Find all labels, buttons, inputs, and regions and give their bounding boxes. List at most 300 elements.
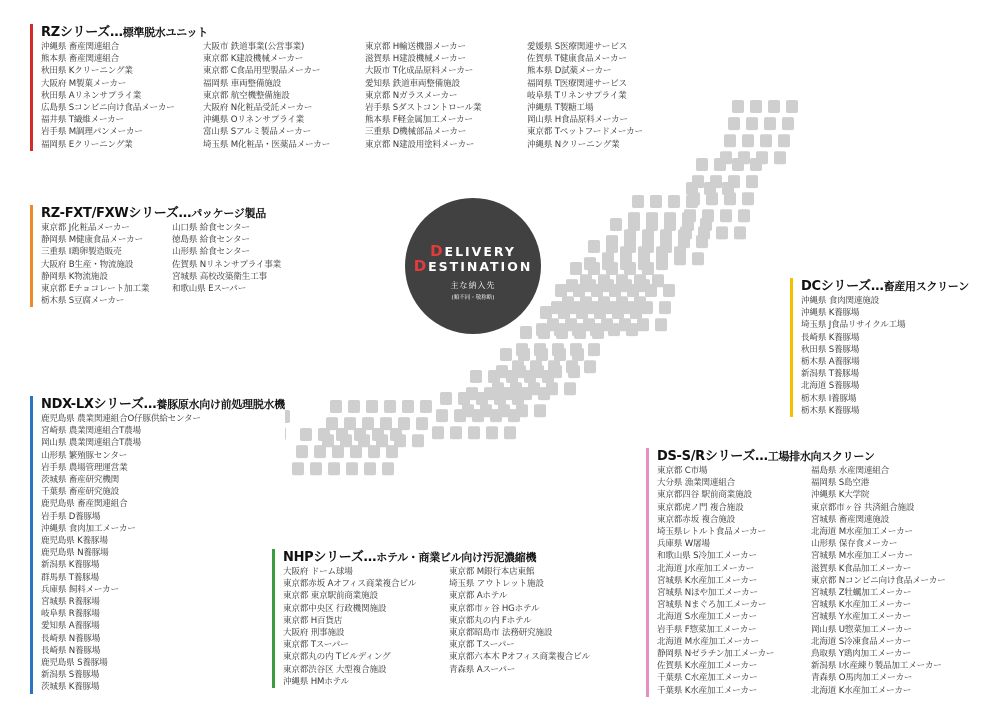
destination-item: 佐賀県 Nリネンサプライ事業 <box>172 259 282 270</box>
destination-item: 東京都 Tスーパー <box>283 640 349 651</box>
destination-item: 東京都 C食品用型製品メーカー <box>203 66 321 77</box>
destination-item: 和歌山県 Eスーパー <box>172 284 247 295</box>
destination-item: 新潟県 K養豚場 <box>41 560 100 571</box>
map-dot <box>386 445 398 458</box>
group-title: NDX-LXシリーズ…養豚原水向け前処理脱水機 <box>41 397 285 412</box>
destination-item: 秋田県 S養豚場 <box>801 344 860 355</box>
map-dot <box>420 400 432 413</box>
destination-item: 群馬県 T養豚場 <box>41 572 99 583</box>
destination-item: 北海道 S水産加工メーカー <box>657 612 757 623</box>
map-dot <box>574 326 586 339</box>
map-dot <box>536 348 548 361</box>
map-dot <box>778 134 790 147</box>
destination-item: 愛知県 鉄道車両整備施設 <box>365 78 460 89</box>
map-dot <box>732 158 744 171</box>
map-dot <box>524 370 536 383</box>
map-dot <box>627 284 639 297</box>
group-column <box>172 222 303 307</box>
destination-item: 栃木県 I養豚場 <box>801 393 857 404</box>
destination-item: 静岡県 M健康食品メーカー <box>41 235 143 246</box>
group-columns <box>657 465 965 697</box>
map-dot <box>686 195 698 208</box>
destination-item: 大阪府 刑事施設 <box>283 628 345 639</box>
destination-item: 東京都丸の内 Fホテル <box>449 615 532 626</box>
map-dot <box>660 240 672 253</box>
destination-item: 大阪府 B生産・物流施設 <box>41 259 134 270</box>
map-dot <box>436 409 448 422</box>
map-dot <box>782 117 794 130</box>
group-column <box>365 41 527 151</box>
group-nhp-series <box>272 549 615 688</box>
destination-item: 秋田県 Kクリーニング業 <box>41 66 133 77</box>
destination-item: 東京都市ヶ谷 HGホテル <box>449 603 540 614</box>
map-dot <box>742 192 754 205</box>
map-dot <box>724 134 736 147</box>
map-dot <box>641 301 653 314</box>
map-dot <box>450 426 462 439</box>
map-dot <box>440 392 452 405</box>
destination-item: 茨城県 畜産研究機関 <box>41 475 120 486</box>
group-title: DCシリーズ…畜産用スクリーン <box>801 279 969 294</box>
map-dot <box>610 218 622 231</box>
map-dot <box>368 445 380 458</box>
destination-item: 岩手県 農場管理運営業 <box>41 462 128 473</box>
destination-item: 福井県 T繊維メーカー <box>41 115 124 126</box>
map-dot <box>732 100 744 113</box>
destination-item: 大阪市 T化成品原料メーカー <box>365 66 474 77</box>
map-dot <box>637 318 649 331</box>
destination-item: 岐阜県 Tリネンサプライ業 <box>527 90 627 101</box>
group-column <box>41 413 201 694</box>
destination-item: 埼玉県 アウトレット施設 <box>449 579 544 590</box>
badge-line-delivery: DELIVERY <box>430 242 516 260</box>
destination-item: 佐賀県 K水産加工メーカー <box>657 661 758 672</box>
map-dot <box>573 284 585 297</box>
map-dot <box>558 306 570 319</box>
destination-item: 東京都 J化粧品メーカー <box>41 223 130 233</box>
group-ds-s-r-series <box>646 448 965 697</box>
destination-item: 東京都 K建設機械メーカー <box>203 54 304 65</box>
destination-item: 栃木県 S豆腐メーカー <box>41 296 125 307</box>
map-dot <box>624 262 636 275</box>
map-dot <box>645 284 657 297</box>
map-dot <box>606 262 618 275</box>
map-dot <box>642 262 654 275</box>
destination-item: 愛媛県 S医療関連サービス <box>527 42 628 52</box>
map-dot <box>538 326 550 339</box>
destination-item: 岡山県 農業関連組合T農場 <box>41 438 141 449</box>
destination-item: 青森県 Aスーパー <box>449 664 516 675</box>
destination-item: 鹿児島県 農業関連組合O仔豚供給センター <box>41 414 201 424</box>
destination-item: 東京都丸の内 Tビルディング <box>283 652 391 663</box>
destination-item: 岩手県 M調理パンメーカー <box>41 127 143 138</box>
map-dot <box>504 426 516 439</box>
map-dot <box>300 428 312 441</box>
badge-subtitle: 主な納入先 <box>450 281 496 290</box>
map-dot <box>656 257 668 270</box>
destination-item: 宮城県 高校改築衛生工事 <box>172 271 267 282</box>
map-dot <box>310 462 322 475</box>
destination-item: 北海道 S冷凍食品メーカー <box>811 636 911 647</box>
destination-item: 佐賀県 T健康食品メーカー <box>527 54 627 65</box>
map-dot <box>704 182 716 195</box>
destination-item: 新潟県 T養豚場 <box>801 369 859 380</box>
destination-item: 新潟県 S養豚場 <box>41 670 100 681</box>
map-dot <box>520 326 532 339</box>
destination-item: 北海道 J水産加工メーカー <box>657 563 755 574</box>
destination-item: 鳥取県 Y鶏肉加工メーカー <box>811 649 911 660</box>
destination-item: 山形県 給食センター <box>172 247 250 258</box>
destination-item: 宮城県 Nまぐろ加工メーカー <box>657 600 767 611</box>
destination-item: 沖縄県 K大学院 <box>811 490 870 501</box>
destination-item: 富山県 Sアルミ製品メーカー <box>203 127 311 138</box>
destination-item: 福岡県 Eクリーニング業 <box>41 139 133 150</box>
map-dot <box>594 306 606 319</box>
destination-item: 東京都 H百貨店 <box>283 615 343 626</box>
destination-item: 東京都 Tペットフードメーカー <box>527 127 643 138</box>
map-dot <box>354 428 366 441</box>
map-dot <box>412 434 424 447</box>
destination-item: 沖縄県 K養豚場 <box>801 308 860 319</box>
group-title: RZシリーズ…標準脱水ユニット <box>41 25 208 40</box>
group-ndx-lx-series <box>30 396 285 694</box>
map-dot <box>314 445 326 458</box>
group-columns <box>41 41 689 151</box>
destination-item: 岡山県 H食品原料メーカー <box>527 115 628 126</box>
map-dot <box>556 326 568 339</box>
destination-item: 滋賀県 K食品加工メーカー <box>811 563 912 574</box>
destination-item: 熊本県 D試薬メーカー <box>527 66 612 77</box>
destination-item: 福岡県 車両整備施設 <box>203 78 282 89</box>
map-dot <box>336 428 348 441</box>
destination-item: 福岡県 S島空港 <box>811 478 870 489</box>
group-column <box>41 41 203 151</box>
map-dot <box>750 158 762 171</box>
map-dot <box>774 151 786 164</box>
map-dot <box>650 195 662 208</box>
destination-item: 大分県 漁業関連組合 <box>657 478 736 489</box>
map-dot <box>630 306 642 319</box>
destination-item: 大阪府 ドーム球場 <box>283 567 353 577</box>
group-title: RZ-FXT/FXWシリーズ…パッケージ製品 <box>41 206 266 221</box>
destination-item: 東京都 Tスーパー <box>449 640 515 651</box>
map-dot <box>642 240 654 253</box>
destination-item: 北海道 K水産加工メーカー <box>811 685 912 696</box>
map-dot <box>674 252 686 265</box>
destination-item: 茨城県 K養豚場 <box>41 682 100 693</box>
group-column <box>527 41 689 151</box>
destination-item: 東京都 Nコンビニ向け食品メーカー <box>811 575 946 586</box>
map-dot <box>472 409 484 422</box>
destination-item: 熊本県 F軽金属加工メーカー <box>365 115 473 126</box>
map-dot <box>454 409 466 422</box>
map-dot <box>714 158 726 171</box>
destination-item: 宮崎県 農業関連組合T農場 <box>41 426 141 437</box>
destination-item: 鹿児島県 S養豚場 <box>41 658 108 669</box>
destination-item: 沖縄県 食肉関連施設 <box>801 296 880 306</box>
destination-item: 福島県 水産関連組合 <box>811 466 890 476</box>
map-dot <box>364 462 376 475</box>
group-column <box>811 465 965 697</box>
destination-item: 東京都 C市場 <box>657 466 708 476</box>
map-dot <box>506 370 518 383</box>
map-dot <box>564 382 576 395</box>
map-dot <box>346 462 358 475</box>
map-dot <box>468 426 480 439</box>
destination-item: 鹿児島県 N養豚場 <box>41 548 109 559</box>
map-dot <box>416 417 428 430</box>
map-dot <box>488 370 500 383</box>
destination-item: 埼玉県 J食品リサイクル工場 <box>801 320 906 331</box>
destination-item: 千葉県 畜産研究施設 <box>41 487 120 498</box>
destination-item: 岐阜県 R養豚場 <box>41 609 100 620</box>
destination-item: 秋田県 Aリネンサプライ業 <box>41 90 142 101</box>
group-column <box>657 465 811 697</box>
map-dot <box>722 182 734 195</box>
destination-item: 千葉県 K水産加工メーカー <box>657 685 758 696</box>
group-column <box>41 222 172 307</box>
map-dot <box>348 400 360 413</box>
map-dot <box>584 360 596 373</box>
map-dot <box>632 195 644 208</box>
map-dot <box>696 235 708 248</box>
map-dot <box>328 462 340 475</box>
group-title: NHPシリーズ…ホテル・商業ビル向け汚泥濃縮機 <box>283 550 537 565</box>
destination-item: 山口県 給食センター <box>172 223 250 233</box>
destination-item: 沖縄県 Nクリーニング業 <box>527 139 620 150</box>
destination-item: 東京都 Aホテル <box>449 591 508 602</box>
map-dot <box>750 100 762 113</box>
group-columns <box>41 413 285 694</box>
map-dot <box>734 226 746 239</box>
destination-item: 千葉県 C水産加工メーカー <box>657 673 758 684</box>
destination-item: 東京都市ヶ谷 共済組合施設 <box>811 502 915 513</box>
destination-item: 鹿児島県 K養豚場 <box>41 536 108 547</box>
destination-item: 栃木県 K養豚場 <box>801 405 860 416</box>
destination-item: 栃木県 A養豚場 <box>801 357 860 368</box>
destination-item: 東京都虎ノ門 複合施設 <box>657 502 744 513</box>
destination-item: 大阪府 N化粧品受託メーカー <box>203 103 313 114</box>
map-dot <box>470 370 482 383</box>
destination-item: 東京都 Nガラスメーカー <box>365 90 458 101</box>
group-column <box>283 566 449 688</box>
destination-item: 新潟県 I水産練り製品加工メーカー <box>811 661 942 672</box>
map-dot <box>728 117 740 130</box>
map-dot <box>486 426 498 439</box>
destination-item: 東京都渋谷区 大型複合施設 <box>283 664 387 675</box>
destination-item: 東京都 Eチョコレート加工業 <box>41 284 150 295</box>
map-dot <box>508 409 520 422</box>
map-dot <box>606 240 618 253</box>
map-dot <box>692 252 704 265</box>
map-dot <box>768 100 780 113</box>
destination-item: 沖縄県 食肉加工メーカー <box>41 523 136 534</box>
map-dot <box>591 284 603 297</box>
destination-item: 東京都 H輸送機器メーカー <box>365 42 466 52</box>
destination-item: 三重県 I鶏卵製造販売 <box>41 247 122 258</box>
map-dot <box>592 326 604 339</box>
map-dot <box>432 426 444 439</box>
map-dot <box>663 284 675 297</box>
map-dot <box>476 392 488 405</box>
group-columns <box>41 222 303 307</box>
map-dot <box>534 404 546 417</box>
map-dot <box>554 348 566 361</box>
map-dot <box>518 348 530 361</box>
destination-item: 東京都昭島市 法務研究施設 <box>449 628 553 639</box>
destination-item: 静岡県 Nゼラチン加工メーカー <box>657 649 775 660</box>
map-dot <box>588 343 600 356</box>
group-rz-fxt-fxw-series <box>30 205 303 307</box>
map-dot <box>700 218 712 231</box>
map-dot <box>568 365 580 378</box>
destination-item: 沖縄県 HMホテル <box>283 676 349 687</box>
map-dot <box>372 428 384 441</box>
map-dot <box>609 284 621 297</box>
map-dot <box>655 318 667 331</box>
destination-item: 北海道 M水産加工メーカー <box>657 636 759 647</box>
map-dot <box>612 306 624 319</box>
map-dot <box>458 392 470 405</box>
map-dot <box>330 400 342 413</box>
group-columns <box>801 295 969 417</box>
destination-item: 和歌山県 S冷加工メーカー <box>657 551 757 562</box>
map-dot <box>366 400 378 413</box>
map-dot <box>626 323 638 336</box>
destination-item: 沖縄県 畜産関連組合 <box>41 42 120 52</box>
destination-item: 鹿児島県 畜産関連組合 <box>41 499 128 510</box>
destination-item: 東京都赤坂 Aオフィス商業複合ビル <box>283 579 417 590</box>
map-dot <box>628 218 640 231</box>
destination-item: 東京都四谷 駅前商業施設 <box>657 490 752 501</box>
destination-item: 岩手県 Sダストコントロール業 <box>365 103 482 114</box>
destination-item: 埼玉県レトルト食品メーカー <box>657 527 766 538</box>
destination-item: 宮城県 Z牡蠣加工メーカー <box>811 588 912 599</box>
map-dot <box>382 462 394 475</box>
destination-item: 静岡県 K物流施設 <box>41 271 108 282</box>
delivery-destination-badge <box>405 198 541 334</box>
map-dot <box>500 348 512 361</box>
destination-item: 兵庫県 W屠場 <box>657 539 710 550</box>
map-dot <box>764 117 776 130</box>
map-dot <box>588 262 600 275</box>
destination-item: 東京都 航空機整備施設 <box>203 90 290 101</box>
map-dot <box>384 400 396 413</box>
map-dot <box>646 218 658 231</box>
map-dot <box>786 100 798 113</box>
destination-item: 滋賀県 H建設機械メーカー <box>365 54 466 65</box>
map-dot <box>738 209 750 222</box>
destination-item: 岩手県 F惣菜加工メーカー <box>657 624 757 635</box>
destination-item: 東京都六本木 Pオフィス商業複合ビル <box>449 652 590 663</box>
group-title: DS-S/Rシリーズ…工場排水向スクリーン <box>657 449 875 464</box>
destination-item: 宮城県 畜産関連施設 <box>811 514 890 525</box>
destination-item: 東京都 N建設用塗料メーカー <box>365 139 475 150</box>
group-dc-series <box>790 278 969 417</box>
map-dot <box>746 117 758 130</box>
map-dot <box>332 445 344 458</box>
map-dot <box>390 428 402 441</box>
destination-item: 長崎県 K養豚場 <box>801 332 860 343</box>
destination-item: 愛知県 A養豚場 <box>41 621 100 632</box>
map-dot <box>716 226 728 239</box>
map-dot <box>720 209 732 222</box>
map-dot <box>570 262 582 275</box>
destination-item: 三重県 D機械部品メーカー <box>365 127 467 138</box>
destination-item: 広島県 Sコンビニ向け食品メーカー <box>41 103 175 114</box>
destination-item: 福岡県 T医療関連サービス <box>527 78 627 89</box>
map-dot <box>538 387 550 400</box>
destination-item: 岩手県 D養豚場 <box>41 511 101 522</box>
destination-item: 長崎県 N養豚場 <box>41 645 101 656</box>
destination-item: 北海道 M水産加工メーカー <box>811 527 913 538</box>
destination-item: 兵庫県 飼料メーカー <box>41 584 119 595</box>
destination-item: 青森県 O馬肉加工メーカー <box>811 673 913 684</box>
group-rz-series <box>30 24 689 151</box>
destination-item: 沖縄県 Oリネンサプライ業 <box>203 115 304 126</box>
destination-item: 熊本県 畜産関連組合 <box>41 54 120 65</box>
map-dot <box>540 306 552 319</box>
map-dot <box>350 445 362 458</box>
badge-line-destination: DESTINATION <box>413 257 533 275</box>
destination-item: 宮城県 Y水産加工メーカー <box>811 612 911 623</box>
map-dot <box>608 323 620 336</box>
destination-item: 宮城県 R養豚場 <box>41 597 100 608</box>
map-dot <box>624 240 636 253</box>
destination-item: 沖縄県 T製糖工場 <box>527 103 594 114</box>
map-dot <box>686 182 698 195</box>
map-dot <box>682 218 694 231</box>
destination-item: 宮城県 K水産加工メーカー <box>657 575 758 586</box>
map-dot <box>746 175 758 188</box>
destination-item: 東京都中央区 行政機関施設 <box>283 603 387 614</box>
map-dot <box>742 134 754 147</box>
map-dot <box>402 400 414 413</box>
map-dot <box>760 134 772 147</box>
destination-item: 岡山県 U惣菜加工メーカー <box>811 624 912 635</box>
destination-item: 長崎県 N養豚場 <box>41 633 101 644</box>
map-dot <box>572 348 584 361</box>
map-dot <box>668 195 680 208</box>
map-dot <box>696 158 708 171</box>
group-column <box>203 41 365 151</box>
map-dot <box>588 240 600 253</box>
group-columns <box>283 566 615 688</box>
map-dot <box>659 301 671 314</box>
destination-item: 宮城県 M水産加工メーカー <box>811 551 913 562</box>
map-dot <box>542 370 554 383</box>
map-dot <box>494 392 506 405</box>
group-column <box>801 295 905 417</box>
badge-note: (順不同・敬称略) <box>451 295 495 301</box>
map-dot <box>318 428 330 441</box>
map-dot <box>292 462 304 475</box>
group-column <box>449 566 615 688</box>
destination-item: 東京都 M銀行本店東館 <box>449 567 535 577</box>
map-dot <box>512 392 524 405</box>
destination-item: 東京都 東京駅前商業施設 <box>283 591 378 602</box>
destination-item: 宮城県 Nほや加工メーカー <box>657 588 758 599</box>
destination-item: 埼玉県 M化粧品・医薬品メーカー <box>203 139 331 150</box>
map-dot <box>490 409 502 422</box>
destination-item: 宮城県 K水産加工メーカー <box>811 600 912 611</box>
destination-item: 東京都赤坂 複合施設 <box>657 514 736 525</box>
destination-item: 北海道 S養豚場 <box>801 381 860 392</box>
destination-item: 山形県 保存食メーカー <box>811 539 898 550</box>
map-dot <box>678 235 690 248</box>
map-dot <box>576 306 588 319</box>
destination-item: 大阪市 鉄道事業(公営事業) <box>203 42 305 52</box>
